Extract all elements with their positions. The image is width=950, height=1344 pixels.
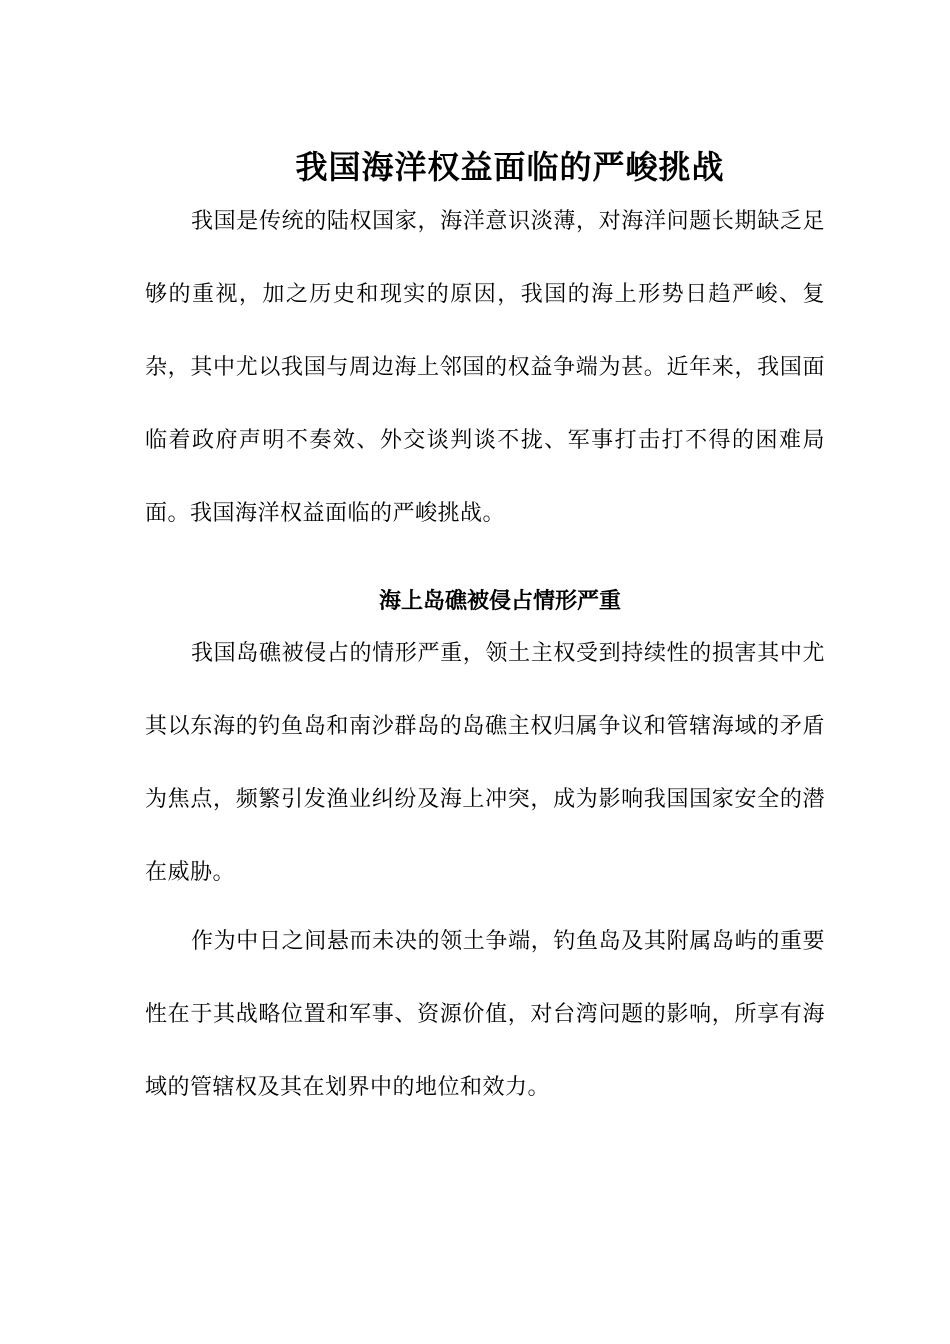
section-paragraph-2: 作为中日之间悬而未决的领土争端，钓鱼岛及其附属岛屿的重要性在于其战略位置和军事、资源价值，对台湾问题的影响，所享有海域的管辖权及其在划界中的地位和效力。 <box>145 929 825 1100</box>
intro-paragraph: 我国是传统的陆权国家，海洋意识淡薄，对海洋问题长期缺乏足够的重视，加之历史和现实的原因，我国的海上形势日趋严峻、复杂，其中尤以我国与周边海上邻国的权益争端为甚。近年来，我国面临着政府声明不奏效、外交谈判谈不拢、军事打击打不得的困难局面。我国海洋权益面临的严峻挑战。 <box>145 209 825 526</box>
document-title: 我国海洋权益面临的严峻挑战 <box>295 148 725 187</box>
section-paragraph-1: 我国岛礁被侵占的情形严重，领土主权受到持续性的损害其中尤其以东海的钓鱼岛和南沙群岛的岛礁主权归属争议和管辖海域的矛盾为焦点，频繁引发渔业纠纷及海上冲突，成为影响我国国家安全的潜在威胁。 <box>145 641 825 885</box>
section-heading: 海上岛礁被侵占情形严重 <box>378 589 621 615</box>
